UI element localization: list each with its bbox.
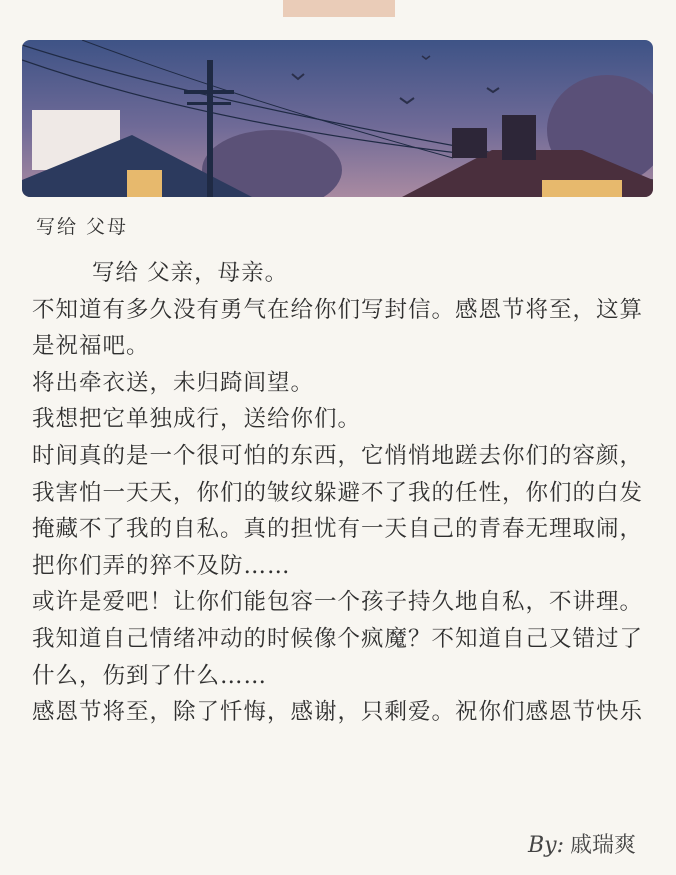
signature-by: By: [527,833,564,858]
header-illustration [22,40,653,197]
poem-line: 将出牵衣送，未归踦闾望。 [32,369,315,396]
letter-body [32,255,646,810]
paragraph: 不知道有多久没有勇气在给你们写封信。感恩节将至，这算是祝福吧。 [32,296,644,360]
tape-decoration [283,0,395,17]
paragraph: 我想把它单独成行，送给你们。 [32,406,362,433]
salutation: 写给 父亲，母亲。 [92,260,289,286]
signature [528,828,636,859]
signature-name: 戚瑞爽 [569,833,636,858]
paragraph: 或许是爱吧！让你们能包容一个孩子持久地自私，不讲理。我知道自己情绪冲动的时候像个疯魔？不知道自己又错过了什么，伤到了什么…… [32,589,644,689]
paragraph: 时间真的是一个很可怕的东西，它悄悄地蹉去你们的容颜，我害怕一天天，你们的皱纹躲避不了我的任性，你们的白发掩藏不了我的自私。真的担忧有一天自己的青春无理取闹，把你们弄的猝不及防…… [32,442,644,579]
paragraph: 感恩节将至，除了忏悔，感谢，只剩爱。祝你们感恩节快乐 [32,699,644,726]
letter-title: 写给 父母 [36,216,129,238]
